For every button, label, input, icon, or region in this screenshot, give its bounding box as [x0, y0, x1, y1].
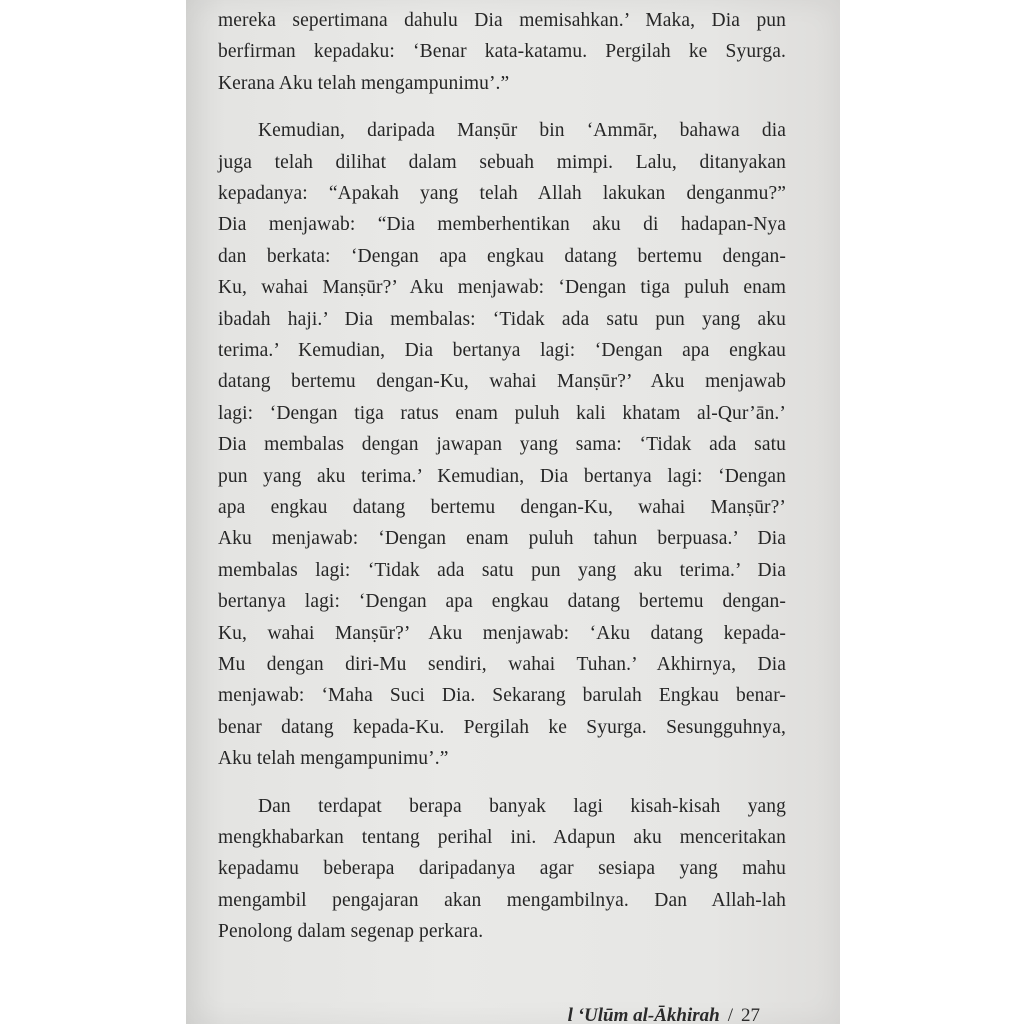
text-line: apa engkau datang bertemu dengan-Ku, wahai Manṣūr?’ [218, 497, 786, 518]
text-line: kepadanya: “Apakah yang telah Allah lakukan denganmu?” [218, 183, 786, 204]
text-line: dan berkata: ‘Dengan apa engkau datang bertemu dengan- [218, 245, 786, 267]
text-line: ibadah haji.’ Dia membalas: ‘Tidak ada satu pun yang aku [218, 308, 786, 330]
text-line: mengambil pengajaran akan mengambilnya. Dan Allah-lah [218, 889, 786, 911]
text-line: datang bertemu dengan-Ku, wahai Manṣūr?’ Aku menjawab [218, 371, 786, 393]
text-line: Penolong dalam segenap perkara. [218, 921, 484, 943]
text-line: Mu dengan diri-Mu sendiri, wahai Tuhan.’ Akhirnya, Dia [218, 654, 786, 675]
footer-book-title: l ‘Ulūm al-Ākhirah [567, 1005, 720, 1024]
text-line: juga telah dilihat dalam sebuah mimpi. Lalu, ditanyakan [218, 151, 786, 173]
text-line: Aku menjawab: ‘Dengan enam puluh tahun berpuasa.’ Dia [218, 528, 786, 550]
text-line: kepadamu beberapa daripadanya agar sesiapa yang mahu [218, 858, 786, 880]
text-line: Aku telah mengampunimu’.” [218, 748, 449, 770]
footer-separator: / [727, 1005, 733, 1024]
text-line: bertanya lagi: ‘Dengan apa engkau datang bertemu dengan- [218, 591, 786, 613]
text-line: lagi: ‘Dengan tiga ratus enam puluh kali khatam al-Qur’ān.’ [218, 402, 786, 424]
text-line: Kerana Aku telah mengampunimu’.” [218, 72, 510, 94]
text-line: berfirman kepadaku: ‘Benar kata-katamu. Pergilah ke Syurga. [218, 41, 786, 63]
text-line: membalas lagi: ‘Tidak ada satu pun yang aku terima.’ Dia [218, 559, 786, 581]
text-line: Ku, wahai Manṣūr?’ Aku menjawab: ‘Dengan tiga puluh enam [218, 277, 786, 299]
text-line: mereka sepertimana dahulu Dia memisahkan.’ Maka, Dia pun [218, 10, 786, 31]
text-line: Ku, wahai Manṣūr?’ Aku menjawab: ‘Aku datang kepada- [218, 622, 786, 644]
text-line: benar datang kepada-Ku. Pergilah ke Syurga. Sesungguhnya, [218, 716, 786, 738]
text-line: Kemudian, daripada Manṣūr bin ‘Ammār, bahawa dia [258, 120, 786, 142]
running-footer [568, 1005, 760, 1024]
book-page [186, 0, 840, 1024]
text-line: Dia menjawab: “Dia memberhentikan aku di hadapan-Nya [218, 214, 786, 236]
text-line: mengkhabarkan tentang perihal ini. Adapun aku menceritakan [218, 827, 786, 848]
text-line: Dia membalas dengan jawapan yang sama: ‘Tidak ada satu [218, 434, 786, 456]
text-line: pun yang aku terima.’ Kemudian, Dia bertanya lagi: ‘Dengan [218, 465, 786, 487]
page-number: 27 [741, 1005, 760, 1024]
text-line: Dan terdapat berapa banyak lagi kisah-kisah yang [258, 795, 786, 817]
text-line: terima.’ Kemudian, Dia bertanya lagi: ‘Dengan apa engkau [218, 340, 786, 361]
text-line: menjawab: ‘Maha Suci Dia. Sekarang barulah Engkau benar- [218, 685, 786, 707]
